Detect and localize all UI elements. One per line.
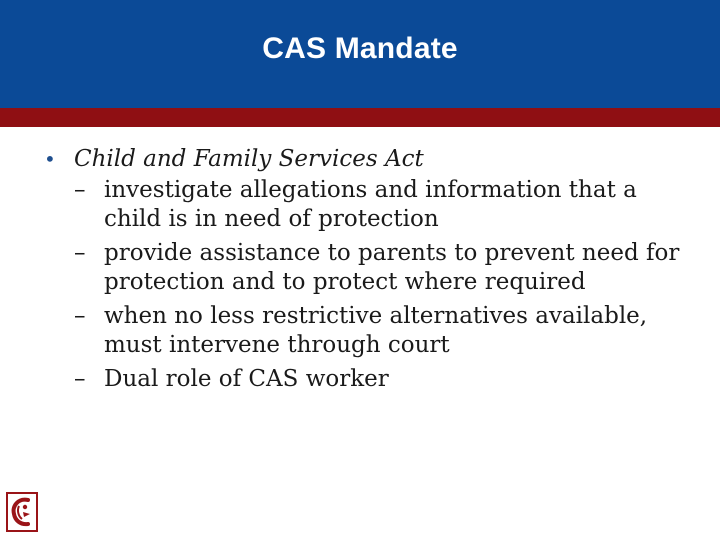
- slide-content: [44, 145, 684, 399]
- dash-marker: –: [74, 177, 86, 203]
- cas-logo-icon: [6, 492, 38, 532]
- bullet-item: [44, 145, 684, 174]
- sub-item: [44, 176, 684, 234]
- sub-item-text: investigate allegations and information that a child is in need of protection: [104, 177, 637, 232]
- sub-item: [44, 365, 684, 394]
- sub-item: [44, 302, 684, 360]
- dash-marker: –: [74, 366, 86, 392]
- sub-item-text: Dual role of CAS worker: [104, 366, 389, 392]
- slide-title: CAS Mandate: [262, 32, 458, 65]
- dash-marker: –: [74, 240, 86, 266]
- accent-bar: [0, 108, 720, 127]
- sub-list: [44, 176, 684, 394]
- sub-item-text: provide assistance to parents to prevent need for protection and to protect where required: [104, 240, 680, 295]
- title-bar: [0, 0, 720, 108]
- bullet-text: Child and Family Services Act: [74, 146, 424, 172]
- bullet-dot: •: [44, 147, 56, 171]
- sub-item: [44, 239, 684, 297]
- sub-item-text: when no less restrictive alternatives available, must intervene through court: [104, 303, 648, 358]
- dash-marker: –: [74, 303, 86, 329]
